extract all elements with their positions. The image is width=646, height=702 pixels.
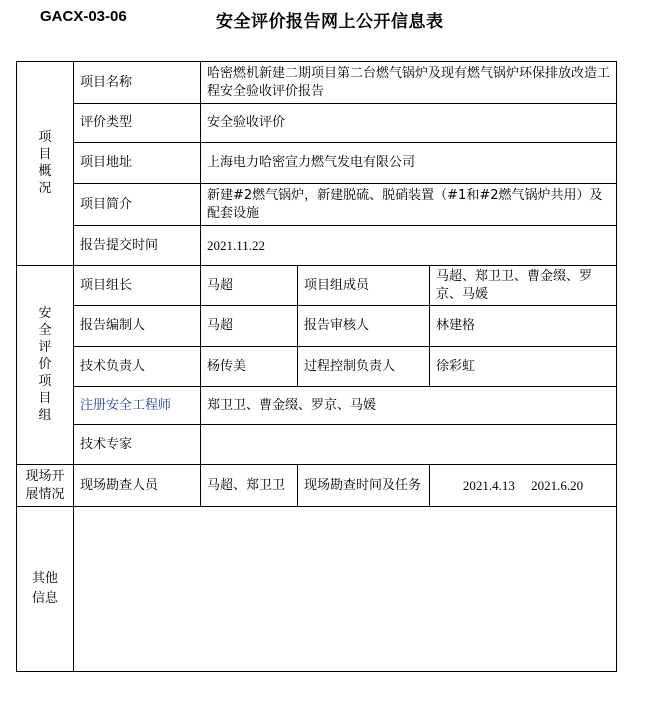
value-safety-engineer: 郑卫卫、曹金缀、罗京、马媛 [201,387,617,425]
label-submit-time: 报告提交时间 [74,226,201,266]
category-overview: 项目概况 [17,62,74,266]
label-process-lead: 过程控制负责人 [298,347,430,387]
label-project-address: 项目地址 [74,143,201,184]
label-report-author: 报告编制人 [74,306,201,347]
value-site-time: 2021.4.13 2021.6.20 [430,465,617,507]
label-tech-lead: 技术负责人 [74,347,201,387]
label-report-reviewer: 报告审核人 [298,306,430,347]
table-row [17,266,617,306]
value-submit-time: 2021.11.22 [201,226,617,266]
value-process-lead: 徐彩虹 [430,347,617,387]
label-team-members: 项目组成员 [298,266,430,306]
value-project-summary: 新建#2燃气锅炉，新建脱硫、脱硝装置（#1和#2燃气锅炉共用）及配套设施 [201,184,617,226]
value-report-reviewer: 林建格 [430,306,617,347]
table-row [17,507,617,672]
label-project-name: 项目名称 [74,62,201,104]
table-row [17,347,617,387]
value-site-staff: 马超、郑卫卫 [201,465,298,507]
value-tech-expert [201,425,617,465]
label-eval-type: 评价类型 [74,104,201,143]
info-table [16,61,617,672]
label-site-time: 现场勘查时间及任务 [298,465,430,507]
label-tech-expert: 技术专家 [74,425,201,465]
table-row [17,306,617,347]
value-tech-lead: 杨传美 [201,347,298,387]
table-row [17,184,617,226]
value-other-info [74,507,617,672]
table-row [17,104,617,143]
table-row [17,425,617,465]
category-team: 安全评价项目组 [17,266,74,465]
page-title: 安全评价报告网上公开信息表 [216,12,444,32]
value-team-leader: 马超 [201,266,298,306]
label-site-staff: 现场勘查人员 [74,465,201,507]
table-row [17,465,617,507]
label-team-leader: 项目组长 [74,266,201,306]
form-code: GACX-03-06 [40,8,127,25]
table-row [17,62,617,104]
value-project-name: 哈密燃机新建二期项目第二台燃气锅炉及现有燃气锅炉环保排放改造工程安全验收评价报告 [201,62,617,104]
category-site: 现场开展情况 [17,465,74,507]
category-other: 其他信息 [17,507,74,672]
value-eval-type: 安全验收评价 [201,104,617,143]
value-team-members: 马超、郑卫卫、曹金缀、罗京、马媛 [430,266,617,306]
label-project-summary: 项目简介 [74,184,201,226]
table-row [17,143,617,184]
label-safety-engineer: 注册安全工程师 [74,387,201,425]
value-project-address: 上海电力哈密宣力燃气发电有限公司 [201,143,617,184]
table-row [17,387,617,425]
table-row [17,226,617,266]
value-report-author: 马超 [201,306,298,347]
